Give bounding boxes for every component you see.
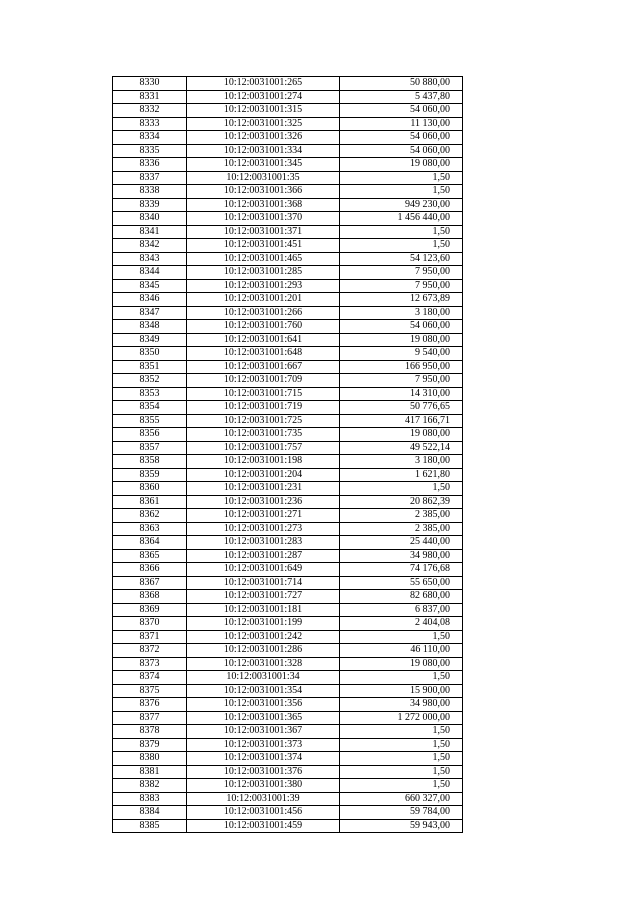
cadastral-number-cell: 10:12:0031001:326 — [187, 131, 340, 145]
value-cell: 1,50 — [340, 779, 463, 793]
row-number-cell: 8341 — [113, 225, 187, 239]
row-number-cell: 8381 — [113, 765, 187, 779]
value-cell: 54 060,00 — [340, 104, 463, 118]
value-cell: 20 862,39 — [340, 495, 463, 509]
cadastral-number-cell: 10:12:0031001:266 — [187, 306, 340, 320]
row-number-cell: 8368 — [113, 590, 187, 604]
row-number-cell: 8351 — [113, 360, 187, 374]
table-row — [113, 104, 463, 118]
table-row — [113, 374, 463, 388]
table-row — [113, 252, 463, 266]
value-cell: 9 540,00 — [340, 347, 463, 361]
cadastral-number-cell: 10:12:0031001:649 — [187, 563, 340, 577]
cadastral-number-cell: 10:12:0031001:274 — [187, 90, 340, 104]
row-number-cell: 8369 — [113, 603, 187, 617]
value-cell: 417 166,71 — [340, 414, 463, 428]
table-body — [113, 77, 463, 833]
row-number-cell: 8359 — [113, 468, 187, 482]
value-cell: 1,50 — [340, 225, 463, 239]
value-cell: 1,50 — [340, 171, 463, 185]
value-cell: 949 230,00 — [340, 198, 463, 212]
value-cell: 1,50 — [340, 765, 463, 779]
row-number-cell: 8377 — [113, 711, 187, 725]
cadastral-number-cell: 10:12:0031001:374 — [187, 752, 340, 766]
table-row — [113, 522, 463, 536]
value-cell: 54 060,00 — [340, 131, 463, 145]
row-number-cell: 8373 — [113, 657, 187, 671]
value-cell: 1,50 — [340, 630, 463, 644]
row-number-cell: 8332 — [113, 104, 187, 118]
table-row — [113, 401, 463, 415]
table-row — [113, 468, 463, 482]
row-number-cell: 8358 — [113, 455, 187, 469]
row-number-cell: 8343 — [113, 252, 187, 266]
table-row — [113, 549, 463, 563]
cadastral-number-cell: 10:12:0031001:325 — [187, 117, 340, 131]
cadastral-number-cell: 10:12:0031001:456 — [187, 806, 340, 820]
value-cell: 7 950,00 — [340, 374, 463, 388]
row-number-cell: 8363 — [113, 522, 187, 536]
table-row — [113, 698, 463, 712]
value-cell: 19 080,00 — [340, 657, 463, 671]
cadastral-number-cell: 10:12:0031001:35 — [187, 171, 340, 185]
row-number-cell: 8344 — [113, 266, 187, 280]
value-cell: 1,50 — [340, 239, 463, 253]
row-number-cell: 8365 — [113, 549, 187, 563]
cadastral-number-cell: 10:12:0031001:354 — [187, 684, 340, 698]
row-number-cell: 8340 — [113, 212, 187, 226]
cadastral-number-cell: 10:12:0031001:328 — [187, 657, 340, 671]
table-row — [113, 806, 463, 820]
row-number-cell: 8338 — [113, 185, 187, 199]
cadastral-number-cell: 10:12:0031001:368 — [187, 198, 340, 212]
cadastral-number-cell: 10:12:0031001:667 — [187, 360, 340, 374]
table-row — [113, 495, 463, 509]
cadastral-number-cell: 10:12:0031001:725 — [187, 414, 340, 428]
row-number-cell: 8336 — [113, 158, 187, 172]
row-number-cell: 8342 — [113, 239, 187, 253]
table-row — [113, 819, 463, 833]
value-cell: 19 080,00 — [340, 428, 463, 442]
table-row — [113, 387, 463, 401]
row-number-cell: 8382 — [113, 779, 187, 793]
table-row — [113, 576, 463, 590]
value-cell: 50 880,00 — [340, 77, 463, 91]
row-number-cell: 8354 — [113, 401, 187, 415]
table-row — [113, 144, 463, 158]
value-cell: 19 080,00 — [340, 158, 463, 172]
table-row — [113, 333, 463, 347]
value-cell: 2 404,08 — [340, 617, 463, 631]
table-row — [113, 347, 463, 361]
table-row — [113, 414, 463, 428]
table-row — [113, 765, 463, 779]
cadastral-number-cell: 10:12:0031001:273 — [187, 522, 340, 536]
row-number-cell: 8355 — [113, 414, 187, 428]
table-row — [113, 77, 463, 91]
row-number-cell: 8374 — [113, 671, 187, 685]
cadastral-number-cell: 10:12:0031001:373 — [187, 738, 340, 752]
table-row — [113, 482, 463, 496]
row-number-cell: 8383 — [113, 792, 187, 806]
row-number-cell: 8350 — [113, 347, 187, 361]
value-cell: 55 650,00 — [340, 576, 463, 590]
table-row — [113, 509, 463, 523]
value-cell: 1,50 — [340, 738, 463, 752]
table-row — [113, 360, 463, 374]
cadastral-number-cell: 10:12:0031001:236 — [187, 495, 340, 509]
cadastral-number-cell: 10:12:0031001:271 — [187, 509, 340, 523]
row-number-cell: 8367 — [113, 576, 187, 590]
value-cell: 25 440,00 — [340, 536, 463, 550]
value-cell: 3 180,00 — [340, 306, 463, 320]
cadastral-number-cell: 10:12:0031001:735 — [187, 428, 340, 442]
value-cell: 34 980,00 — [340, 698, 463, 712]
row-number-cell: 8360 — [113, 482, 187, 496]
cadastral-number-cell: 10:12:0031001:356 — [187, 698, 340, 712]
value-cell: 2 385,00 — [340, 522, 463, 536]
table-row — [113, 428, 463, 442]
value-cell: 59 943,00 — [340, 819, 463, 833]
table-row — [113, 738, 463, 752]
table-row — [113, 536, 463, 550]
row-number-cell: 8349 — [113, 333, 187, 347]
row-number-cell: 8385 — [113, 819, 187, 833]
value-cell: 82 680,00 — [340, 590, 463, 604]
cadastral-number-cell: 10:12:0031001:286 — [187, 644, 340, 658]
cadastral-number-cell: 10:12:0031001:201 — [187, 293, 340, 307]
value-cell: 54 060,00 — [340, 320, 463, 334]
table-row — [113, 792, 463, 806]
row-number-cell: 8375 — [113, 684, 187, 698]
table-row — [113, 306, 463, 320]
cadastral-number-cell: 10:12:0031001:760 — [187, 320, 340, 334]
cadastral-number-cell: 10:12:0031001:181 — [187, 603, 340, 617]
row-number-cell: 8331 — [113, 90, 187, 104]
value-cell: 1,50 — [340, 725, 463, 739]
row-number-cell: 8380 — [113, 752, 187, 766]
table-row — [113, 441, 463, 455]
table-row — [113, 644, 463, 658]
value-cell: 54 123,60 — [340, 252, 463, 266]
table-row — [113, 198, 463, 212]
table-row — [113, 752, 463, 766]
value-cell: 7 950,00 — [340, 279, 463, 293]
value-cell: 1 272 000,00 — [340, 711, 463, 725]
row-number-cell: 8345 — [113, 279, 187, 293]
cadastral-number-cell: 10:12:0031001:380 — [187, 779, 340, 793]
table-row — [113, 617, 463, 631]
cadastral-number-cell: 10:12:0031001:757 — [187, 441, 340, 455]
table-row — [113, 671, 463, 685]
cadastral-number-cell: 10:12:0031001:287 — [187, 549, 340, 563]
cadastral-value-table — [112, 76, 463, 833]
cadastral-number-cell: 10:12:0031001:334 — [187, 144, 340, 158]
table-row — [113, 212, 463, 226]
cadastral-number-cell: 10:12:0031001:285 — [187, 266, 340, 280]
value-cell: 1 456 440,00 — [340, 212, 463, 226]
value-cell: 15 900,00 — [340, 684, 463, 698]
cadastral-number-cell: 10:12:0031001:714 — [187, 576, 340, 590]
cadastral-number-cell: 10:12:0031001:199 — [187, 617, 340, 631]
value-cell: 1,50 — [340, 482, 463, 496]
row-number-cell: 8372 — [113, 644, 187, 658]
row-number-cell: 8337 — [113, 171, 187, 185]
cadastral-number-cell: 10:12:0031001:715 — [187, 387, 340, 401]
cadastral-number-cell: 10:12:0031001:365 — [187, 711, 340, 725]
value-cell: 7 950,00 — [340, 266, 463, 280]
cadastral-number-cell: 10:12:0031001:451 — [187, 239, 340, 253]
table-row — [113, 158, 463, 172]
value-cell: 14 310,00 — [340, 387, 463, 401]
value-cell: 1,50 — [340, 752, 463, 766]
value-cell: 1 621,80 — [340, 468, 463, 482]
cadastral-number-cell: 10:12:0031001:370 — [187, 212, 340, 226]
row-number-cell: 8379 — [113, 738, 187, 752]
table-row — [113, 684, 463, 698]
value-cell: 46 110,00 — [340, 644, 463, 658]
table-row — [113, 657, 463, 671]
row-number-cell: 8335 — [113, 144, 187, 158]
table-row — [113, 563, 463, 577]
value-cell: 59 784,00 — [340, 806, 463, 820]
value-cell: 166 950,00 — [340, 360, 463, 374]
cadastral-number-cell: 10:12:0031001:367 — [187, 725, 340, 739]
value-cell: 11 130,00 — [340, 117, 463, 131]
row-number-cell: 8362 — [113, 509, 187, 523]
table-row — [113, 225, 463, 239]
cadastral-number-cell: 10:12:0031001:371 — [187, 225, 340, 239]
value-cell: 34 980,00 — [340, 549, 463, 563]
value-cell: 5 437,80 — [340, 90, 463, 104]
cadastral-number-cell: 10:12:0031001:376 — [187, 765, 340, 779]
value-cell: 6 837,00 — [340, 603, 463, 617]
row-number-cell: 8357 — [113, 441, 187, 455]
cadastral-number-cell: 10:12:0031001:39 — [187, 792, 340, 806]
cadastral-number-cell: 10:12:0031001:727 — [187, 590, 340, 604]
table-row — [113, 239, 463, 253]
cadastral-number-cell: 10:12:0031001:293 — [187, 279, 340, 293]
cadastral-number-cell: 10:12:0031001:366 — [187, 185, 340, 199]
row-number-cell: 8371 — [113, 630, 187, 644]
row-number-cell: 8378 — [113, 725, 187, 739]
table-row — [113, 711, 463, 725]
cadastral-number-cell: 10:12:0031001:198 — [187, 455, 340, 469]
row-number-cell: 8339 — [113, 198, 187, 212]
cadastral-number-cell: 10:12:0031001:34 — [187, 671, 340, 685]
value-cell: 3 180,00 — [340, 455, 463, 469]
table-row — [113, 90, 463, 104]
row-number-cell: 8330 — [113, 77, 187, 91]
row-number-cell: 8352 — [113, 374, 187, 388]
cadastral-number-cell: 10:12:0031001:315 — [187, 104, 340, 118]
table-row — [113, 293, 463, 307]
table-row — [113, 630, 463, 644]
row-number-cell: 8364 — [113, 536, 187, 550]
value-cell: 74 176,68 — [340, 563, 463, 577]
cadastral-number-cell: 10:12:0031001:641 — [187, 333, 340, 347]
cadastral-number-cell: 10:12:0031001:283 — [187, 536, 340, 550]
table-row — [113, 725, 463, 739]
table-row — [113, 590, 463, 604]
row-number-cell: 8347 — [113, 306, 187, 320]
row-number-cell: 8333 — [113, 117, 187, 131]
value-cell: 2 385,00 — [340, 509, 463, 523]
cadastral-number-cell: 10:12:0031001:265 — [187, 77, 340, 91]
cadastral-number-cell: 10:12:0031001:345 — [187, 158, 340, 172]
row-number-cell: 8353 — [113, 387, 187, 401]
cadastral-number-cell: 10:12:0031001:719 — [187, 401, 340, 415]
table-row — [113, 117, 463, 131]
table-row — [113, 185, 463, 199]
cadastral-number-cell: 10:12:0031001:459 — [187, 819, 340, 833]
value-cell: 660 327,00 — [340, 792, 463, 806]
value-cell: 19 080,00 — [340, 333, 463, 347]
row-number-cell: 8370 — [113, 617, 187, 631]
table-row — [113, 266, 463, 280]
table-row — [113, 779, 463, 793]
table-row — [113, 455, 463, 469]
cadastral-number-cell: 10:12:0031001:648 — [187, 347, 340, 361]
cadastral-number-cell: 10:12:0031001:465 — [187, 252, 340, 266]
row-number-cell: 8348 — [113, 320, 187, 334]
cadastral-number-cell: 10:12:0031001:204 — [187, 468, 340, 482]
table-row — [113, 131, 463, 145]
row-number-cell: 8376 — [113, 698, 187, 712]
row-number-cell: 8384 — [113, 806, 187, 820]
table-row — [113, 603, 463, 617]
value-cell: 1,50 — [340, 671, 463, 685]
row-number-cell: 8356 — [113, 428, 187, 442]
row-number-cell: 8361 — [113, 495, 187, 509]
value-cell: 49 522,14 — [340, 441, 463, 455]
table-row — [113, 171, 463, 185]
cadastral-number-cell: 10:12:0031001:231 — [187, 482, 340, 496]
row-number-cell: 8346 — [113, 293, 187, 307]
row-number-cell: 8334 — [113, 131, 187, 145]
value-cell: 12 673,89 — [340, 293, 463, 307]
table-row — [113, 320, 463, 334]
table-row — [113, 279, 463, 293]
row-number-cell: 8366 — [113, 563, 187, 577]
value-cell: 54 060,00 — [340, 144, 463, 158]
cadastral-number-cell: 10:12:0031001:242 — [187, 630, 340, 644]
cadastral-number-cell: 10:12:0031001:709 — [187, 374, 340, 388]
value-cell: 1,50 — [340, 185, 463, 199]
value-cell: 50 776,65 — [340, 401, 463, 415]
